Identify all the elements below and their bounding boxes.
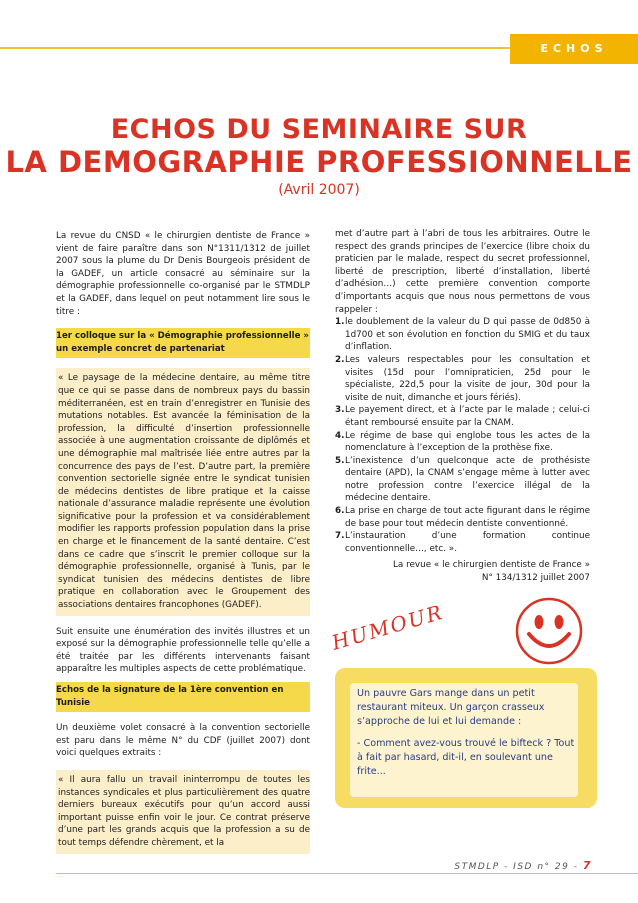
journal-reference: STMDLP - ISD n° 29 - xyxy=(454,862,579,872)
highlight-box-colloque: 1er colloque sur la « Démographie professionnelle » un exemple concret de partenariat xyxy=(56,328,310,358)
right-intro: met d’autre part à l’abri de tous les arbitraires. Outre le respect des grands principes de l’exercice (libre choix du praticien par le malade, respect du secret professionnel, liberté de prescription, liberté d’installation, liberté d’adhésion…) cette première convention comporte d’importants acquis que nous nous permettons de vous rappeler : xyxy=(335,229,590,315)
convention-paragraph: Un deuxième volet consacré à la convention sectorielle est paru dans le même N° du CDF (juillet 2007) dont voici quelques extraits : xyxy=(56,723,310,759)
title-date: (Avril 2007) xyxy=(278,182,360,198)
article-title xyxy=(0,114,638,198)
footer-rule xyxy=(56,873,638,874)
footer-journal xyxy=(454,859,592,872)
list-item: 4. Le régime de base qui englobe tous les actes de la nomenclature à l’exception de la prothèse fixe. xyxy=(335,430,590,454)
list-item: 6. La prise en charge de tout acte figurant dans le régime de base pour tout médecin dentiste conventionné. xyxy=(335,506,590,529)
middle-paragraph: Suit ensuite une énumération des invités illustres et un exposé sur la démographie professionnelle telle qu’elle a été traitée par les différents intervenants faisant apparaître les multiples aspects de cette problématique. xyxy=(56,626,310,675)
humour-text-box xyxy=(350,683,578,797)
title-line-1: ECHOS DU SEMINAIRE SUR xyxy=(110,114,528,145)
header-rule xyxy=(0,47,520,49)
joke-setup: Un pauvre Gars mange dans un petit restaurant miteux. Un garçon crasseux s’approche de lui et lui demande : xyxy=(357,688,545,727)
humour-label: HUMOUR xyxy=(328,599,447,655)
list-item: 1. le doublement de la valeur du D qui passe de 0d850 à 1d700 et son évolution en fonction du SMIG et du taux d’inflation. xyxy=(335,317,590,353)
quote-box-convention: « Il aura fallu un travail ininterrompu de toutes les instances syndicales et plus particulièrement des quatre derniers bureaux exécutifs pour qu’un accord aussi important puisse enfin voir le jour. Ce contrat préserve d’une part les grands acquis que la profession a su de tout temps défendre chèrement, et la xyxy=(56,770,310,854)
quote-box-colloque: « Le paysage de la médecine dentaire, au même titre que ce qui se passe dans de nombreux pays du bassin méditerranéen, est en train d’enregistrer en Tunisie des mutations notables. Est avancée la féminisation de la profession, la difficulté d’insertion professionnelle associée à une augmentation croissante de diplômés et une démographie mal maîtrisée liée entre autres par la concurrence des pays de l’est. D’autre part, la première convention sectorielle signée entre le syndicat tunisien de médecins dentistes de libre pratique et la caisse nationale d’assurance maladie représente une évolution significative pour la profession et va considérablement modifier les rapports profession population dans la prise en charge et le financement de la santé dentaire. C’est dans ce cadre que s’inscrit le premier colloque sur la démographie professionnelle, organisé à Tunis, par le syndicat tunisien des médecins dentistes de libre pratique en collaboration avec le Groupement des associations dentaires francophones (GADEF). xyxy=(56,368,310,615)
section-tab: ECHOS xyxy=(510,34,638,64)
header-strip xyxy=(0,30,638,68)
intro-paragraph: La revue du CNSD « le chirurgien dentiste de France » vient de faire paraître dans son N°1311/1312 de juillet 2007 sous la plume du Dr Denis Bourgeois président de la GADEF, un article consacré au séminaire sur la démographie professionnelle co-organisé par le STMDLP et la GADEF, dans lequel on peut notamment lire sous le titre : xyxy=(56,231,310,317)
page-footer xyxy=(0,858,638,878)
right-column xyxy=(335,228,590,585)
title-line-2: LA DEMOGRAPHIE PROFESSIONNELLE xyxy=(5,145,633,179)
list-item: 5. L’inexistence d’un quelconque acte de prothésiste dentaire (APD), la CNAM s’engage même à lutter avec notre profession contre l’exercice illégal de la médecine dentaire. xyxy=(335,455,590,504)
list-item: 7. L’instauration d’une formation continue conventionnelle…, etc. ». xyxy=(335,531,590,554)
list-item: 3. Le payement direct, et à l’acte par le malade ; celui-ci étant remboursé ensuite par la CNAM. xyxy=(335,405,590,428)
list-item: 2. Les valeurs respectables pour les consultation et visites (15d pour l’omnipraticien, 25d pour le spécialiste, 22d,5 pour la visite de jour, 30d pour la visite de nuit, dimanche et jours fériés). xyxy=(335,354,590,403)
signature-line-1: La revue « le chirurgien dentiste de France » xyxy=(393,560,590,571)
signature-line-2: N° 134/1312 juillet 2007 xyxy=(481,573,590,584)
joke-punchline: - Comment avez-vous trouvé le bifteck ? Tout à fait par hasard, dit-il, en soulevant une frite... xyxy=(357,738,575,777)
acquis-list xyxy=(335,316,590,555)
highlight-box-convention: Echos de la signature de la 1ère convention en Tunisie xyxy=(56,682,310,712)
page-number: 7 xyxy=(582,859,592,872)
smiley-icon xyxy=(514,596,584,666)
left-column xyxy=(56,230,310,854)
source-signature xyxy=(335,559,590,584)
